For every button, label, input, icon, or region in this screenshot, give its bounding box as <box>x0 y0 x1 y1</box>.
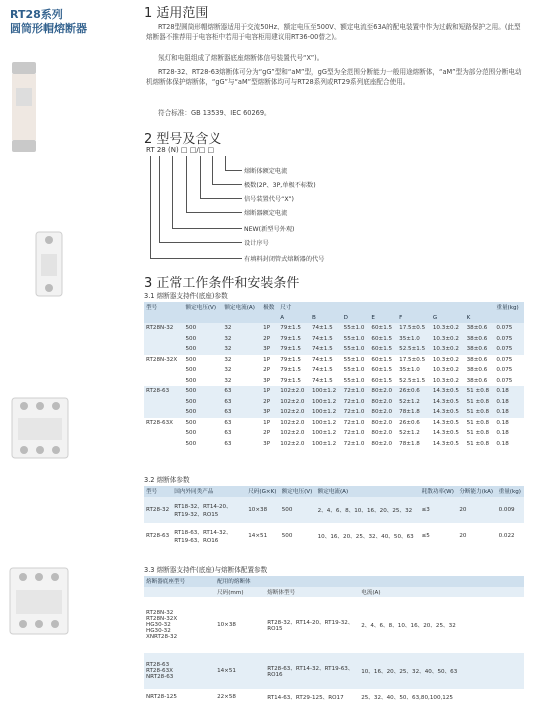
cell-dim: 14.3±0.5 <box>431 386 465 397</box>
cell-dim: 55±1.0 <box>342 334 370 345</box>
cell-kg: 0.009 <box>497 497 524 523</box>
cell-current: 63 <box>222 407 261 418</box>
cell-dim: 10.3±0.2 <box>432 356 459 363</box>
cell-dim: 60±1.5 <box>369 344 397 355</box>
table-row <box>144 439 524 450</box>
cell-weight: 0.075 <box>494 323 524 334</box>
t1-dim-k: K <box>465 313 495 324</box>
cell-dim: 51 ±0.8 <box>466 419 490 426</box>
cell-dim: 51 ±0.8 <box>465 397 495 408</box>
cell-dim: 10.3±0.2 <box>431 334 465 345</box>
cell-voltage: 500 <box>183 407 222 418</box>
cell-model <box>144 376 183 387</box>
t3-head-base: 熔断器底座型号 <box>144 576 215 587</box>
cell-similar: RT18-32、RT14-20、RT19-32、RO15 <box>172 497 246 523</box>
cell-current: 32 <box>222 344 261 355</box>
cell-dim: 100±1.2 <box>310 407 342 418</box>
cell-dim: 79±1.5 <box>280 377 301 384</box>
cell-dim: 80±2.0 <box>369 397 397 408</box>
cell-dim: 55±1.0 <box>342 323 370 334</box>
cell-weight: 0.18 <box>496 440 509 447</box>
cell-dim: 26±0.6 <box>399 419 420 426</box>
section-1-paragraph-2: 氖灯和电阻组成了熔断器底座熔断体信号装置代号“X”)。 <box>158 54 324 62</box>
section-2-heading: 2 型号及含义 <box>144 132 222 147</box>
t1-head-current: 额定电流(A) <box>222 302 261 313</box>
cell-dim: 10.3±0.2 <box>431 323 465 334</box>
cell-size: 22×58 <box>217 694 236 700</box>
cell-current: 63 <box>224 430 232 437</box>
cell-dim: 55±1.0 <box>342 344 370 355</box>
cell-dim: 60±1.5 <box>369 334 397 345</box>
cell-a: 2、4、6、8、10、16、20、25、32 <box>361 623 456 629</box>
fuse-cartridge-image <box>8 60 40 156</box>
table-row <box>144 365 524 376</box>
cell-dim: 79±1.5 <box>280 356 301 363</box>
t1-dim-e: E <box>369 313 397 324</box>
cell-voltage: 500 <box>185 377 197 384</box>
t2-head-model: 型号 <box>144 486 172 497</box>
t2-head-current: 额定电流(A) <box>316 486 420 497</box>
cell-similar: RT18-63、RT14-32、RT19-63、RO16 <box>174 529 232 544</box>
table-row <box>144 653 524 689</box>
code-label-signal: 信号装置代号“X”) <box>244 196 294 203</box>
cell-model <box>144 439 183 450</box>
cell-dim: 51 ±0.8 <box>465 407 495 418</box>
cell-dim: 52.5±1.5 <box>399 377 426 384</box>
cell-fuse: RT28-63、RT14-32、RT19-63、RO16 <box>265 653 359 689</box>
t3-head-size: 尺码(mm) <box>215 587 265 598</box>
cell-dim: 38±0.6 <box>466 356 488 363</box>
cell-dim: 38±0.6 <box>465 334 495 345</box>
table-row <box>144 334 524 345</box>
cell-dim: 102±2.0 <box>280 430 305 437</box>
code-label-base-current: 熔断器额定电流 <box>244 210 288 217</box>
cell-current: 63 <box>222 386 261 397</box>
cell-dim: 17.5±0.5 <box>399 356 426 363</box>
t3-head-model: 熔断体型号 <box>265 587 359 598</box>
cell-a: 25、32、40、50、63,80,100,125 <box>361 695 453 701</box>
code-label-rated-current: 熔断体额定电流 <box>244 168 288 175</box>
cell-model <box>144 407 183 418</box>
code-label-type: 有填料封闭管式熔断器的代号 <box>244 256 325 263</box>
cell-poles: 2P <box>261 334 278 345</box>
table-row <box>144 497 524 523</box>
cell-size: 14×51 <box>215 653 265 689</box>
cell-dim: 10.3±0.2 <box>432 377 459 384</box>
code-label-poles: 极数(2P、3P,单极不标数) <box>244 182 316 189</box>
cell-dim: 100±1.2 <box>311 430 337 437</box>
cell-dim: 14.3±0.5 <box>432 419 459 426</box>
cell-dim: 74±1.5 <box>310 344 342 355</box>
table-row <box>144 344 524 355</box>
cell-dim: 100±1.2 <box>311 419 337 426</box>
cell-dim: 72±1.0 <box>343 440 365 447</box>
cell-weight: 0.075 <box>494 334 524 345</box>
cell-poles: 3P <box>263 440 271 447</box>
table-2-caption: 3.2 熔断体参数 <box>144 476 190 484</box>
cell-dim: 52±1.2 <box>397 397 431 408</box>
cell-kg: 0.022 <box>498 532 515 539</box>
cell-dim: 79±1.5 <box>280 367 301 374</box>
t1-dim-g: G <box>431 313 465 324</box>
cell-poles: 1P <box>263 356 271 363</box>
cell-fuse: RT28-32、RT14-20、RT19-32、RO15 <box>267 620 354 632</box>
cell-model: RT28-63X <box>146 419 173 426</box>
cell-v: 500 <box>280 497 316 523</box>
cell-dim: 60±1.5 <box>371 367 393 374</box>
t1-dim-f: F <box>397 313 431 324</box>
section-1-heading: 1 适用范围 <box>144 6 209 21</box>
cell-dim: 38±0.6 <box>466 377 488 384</box>
cell-dim: 10.3±0.2 <box>431 344 465 355</box>
cell-weight: 0.18 <box>494 397 524 408</box>
table-row <box>144 428 524 439</box>
cell-dim: 51 ±0.8 <box>466 440 490 447</box>
t2-head-breaking: 分断能力(kA) <box>457 486 496 497</box>
base-model: RT28N-32 <box>146 610 174 616</box>
cell-model: RT28-63 <box>144 386 183 397</box>
cell-dim: 55±1.0 <box>343 367 365 374</box>
cell-w: ≤5 <box>421 532 430 539</box>
fuse-base-3p-image <box>10 396 70 460</box>
cell-current: 63 <box>224 419 232 426</box>
cell-w: ≤3 <box>420 497 458 523</box>
cell-model: RT28N-32 <box>144 323 183 334</box>
cell-voltage: 500 <box>183 323 222 334</box>
cell-dim: 80±2.0 <box>371 440 393 447</box>
cell-dim: 60±1.5 <box>371 356 393 363</box>
t2-head-weight: 重量(kg) <box>497 486 524 497</box>
t2-head-similar: 国内外同类产品 <box>172 486 246 497</box>
cell-a: 10、16、20、25、32、40、50、63 <box>359 653 524 689</box>
cell-dim: 14.3±0.5 <box>431 407 465 418</box>
cell-poles: 2P <box>263 430 271 437</box>
cell-dim: 17.5±0.5 <box>397 323 431 334</box>
cell-base-models <box>144 653 215 689</box>
cell-current: 32 <box>224 356 232 363</box>
cell-poles: 2P <box>263 367 271 374</box>
cell-dim: 72±1.0 <box>342 386 370 397</box>
cell-model: RT28N-32X <box>146 356 178 363</box>
cell-weight: 0.18 <box>496 419 509 426</box>
cell-dim: 74±1.5 <box>310 334 342 345</box>
cell-dim: 55±1.0 <box>343 377 365 384</box>
t2-head-size: 尺码(G×K) <box>246 486 280 497</box>
base-model: RT28N-32X <box>146 616 178 622</box>
cell-current: 32 <box>224 377 232 384</box>
cell-weight: 0.075 <box>496 367 513 374</box>
cell-weight: 0.075 <box>496 356 513 363</box>
cell-dim: 102±2.0 <box>278 407 310 418</box>
configuration-table <box>144 576 524 705</box>
cell-ka: 20 <box>459 532 467 539</box>
cell-dim: 52.5±1.5 <box>397 344 431 355</box>
t1-dim-b: B <box>310 313 342 324</box>
base-model: RT28-63X <box>146 668 173 674</box>
cell-model: RT28-63 <box>146 532 170 539</box>
cell-poles: 1P <box>261 386 278 397</box>
cell-poles: 1P <box>263 419 271 426</box>
cell-dim: 102±2.0 <box>280 440 305 447</box>
cell-dim: 51 ±0.8 <box>466 430 490 437</box>
cell-dim: 102±2.0 <box>280 419 305 426</box>
t2-head-voltage: 额定电压(V) <box>280 486 316 497</box>
cell-dim: 38±0.6 <box>465 344 495 355</box>
cell-current: 63 <box>224 440 232 447</box>
cell-dim: 14.3±0.5 <box>432 430 459 437</box>
t2-head-power: 耗散功率(W) <box>420 486 458 497</box>
cell-dim: 38±0.6 <box>465 323 495 334</box>
cell-dim: 78±1.8 <box>397 407 431 418</box>
cell-current: 32 <box>224 367 232 374</box>
cell-current: 63 <box>222 397 261 408</box>
cell-model <box>144 344 183 355</box>
t1-head-voltage: 额定电压(V) <box>183 302 222 313</box>
cell-voltage: 500 <box>183 397 222 408</box>
cell-dim: 26±0.6 <box>397 386 431 397</box>
cell-dim: 38±0.6 <box>466 367 488 374</box>
cell-voltage: 500 <box>183 386 222 397</box>
cell-poles: 2P <box>261 397 278 408</box>
cell-dim: 79±1.5 <box>278 334 310 345</box>
base-model: NRT28-125 <box>146 694 177 700</box>
base-model: NRT28-63 <box>146 674 174 680</box>
cell-dim: 14.3±0.5 <box>431 397 465 408</box>
cell-dim: 72±1.0 <box>343 419 365 426</box>
cell-voltage: 500 <box>183 344 222 355</box>
table-row <box>144 407 524 418</box>
cell-weight: 0.18 <box>496 430 509 437</box>
cell-dim: 79±1.5 <box>278 323 310 334</box>
cell-poles: 1P <box>261 323 278 334</box>
base-model: RT28-63 <box>146 662 170 668</box>
t1-head-weight: 重量(kg) <box>494 302 524 313</box>
t1-head-model: 型号 <box>144 302 183 313</box>
code-label-new: NEW(新型号外观) <box>244 226 295 233</box>
cell-dim: 72±1.0 <box>342 397 370 408</box>
cell-dim: 79±1.5 <box>278 344 310 355</box>
cell-dim: 55±1.0 <box>343 356 365 363</box>
cell-size: 14×51 <box>248 532 268 539</box>
cell-dim: 102±2.0 <box>278 397 310 408</box>
series-title: RT28系列 <box>10 8 63 21</box>
base-model: HG30-32 <box>146 628 171 634</box>
cell-dim: 35±1.0 <box>399 367 420 374</box>
table-row <box>144 397 524 408</box>
t3-head-current: 电流(A) <box>359 587 524 598</box>
table-row <box>144 689 524 705</box>
table-row <box>144 376 524 387</box>
cell-ka: 20 <box>457 497 496 523</box>
cell-current: 32 <box>222 334 261 345</box>
cell-poles: 3P <box>261 344 278 355</box>
cell-dim: 35±1.0 <box>397 334 431 345</box>
section-1-paragraph-3: RT28-32、RT28-63熔断体可分为“gG”型和“aM”型，gG型为全范围分断能力一般用途熔断体，“aM”型为部分范围分断电动机熔断体保护熔断体，“gG”与“aM”型熔断体均可与RT28系列或RT29系列底座配合使用。 <box>146 68 522 86</box>
fuse-link-params-table <box>144 486 524 549</box>
fuse-base-1p-image <box>32 228 66 300</box>
table-row <box>144 386 524 397</box>
t1-dim-d: D <box>342 313 370 324</box>
cell-dim: 74±1.5 <box>310 323 342 334</box>
cell-dim: 74±1.5 <box>311 367 333 374</box>
cell-size: 10×38 <box>217 622 236 628</box>
cell-base-models <box>144 597 215 653</box>
cell-poles: 3P <box>263 377 271 384</box>
cell-fuse: RT14-63、RT29-125、RO17 <box>267 695 344 701</box>
cell-dim: 102±2.0 <box>278 386 310 397</box>
table-row <box>144 597 524 653</box>
cell-weight: 0.18 <box>494 407 524 418</box>
cell-dim: 60±1.5 <box>371 377 393 384</box>
section-3-heading: 3 正常工作条件和安装条件 <box>144 276 300 291</box>
cell-dim: 100±1.2 <box>310 386 342 397</box>
table-row <box>144 523 524 549</box>
cell-poles: 3P <box>261 407 278 418</box>
cell-dim: 51 ±0.8 <box>465 386 495 397</box>
cell-voltage: 500 <box>185 356 197 363</box>
cell-voltage: 500 <box>185 419 197 426</box>
table-row <box>144 355 524 366</box>
table-row <box>144 418 524 429</box>
cell-dim: 74±1.5 <box>311 356 333 363</box>
base-model: XNRT28-32 <box>146 634 178 640</box>
cell-dim: 72±1.0 <box>342 407 370 418</box>
t1-head-dims: 尺寸 <box>278 302 494 313</box>
cell-a: 10、16、20、25、32、40、50、63 <box>317 533 414 540</box>
cell-dim: 80±2.0 <box>369 407 397 418</box>
cell-v: 500 <box>281 532 293 539</box>
cell-a: 2、4、6、8、10、16、20、25、32 <box>316 497 420 523</box>
cell-model <box>144 334 183 345</box>
cell-weight: 0.18 <box>494 386 524 397</box>
cell-model: RT28-32 <box>144 497 172 523</box>
cell-size: 10×38 <box>246 497 280 523</box>
fuse-base-3p-image-2 <box>8 566 70 636</box>
cell-dim: 74±1.5 <box>311 377 333 384</box>
cell-weight: 0.075 <box>496 377 513 384</box>
base-params-table <box>144 302 524 449</box>
cell-dim: 60±1.5 <box>369 323 397 334</box>
cell-dim: 100±1.2 <box>310 397 342 408</box>
cell-base-models <box>144 689 215 705</box>
cell-model <box>144 428 183 439</box>
cell-model <box>144 365 183 376</box>
section-1-paragraph-1: RT28型圆筒形帽熔断器适用于交流50Hz、额定电压至500V、额定电流至63A的配电装置中作为过载和短路保护之用。(此型熔断器不推荐用于电容柜中若用于电容柜用建议用RT36-00替之)。 <box>146 23 521 41</box>
table-3-caption: 3.3 熔断器支持件(底座)与熔断体配置参数 <box>144 566 268 574</box>
t3-head-fuse: 配用的熔断体 <box>215 576 524 587</box>
cell-dim: 80±2.0 <box>371 430 393 437</box>
table-1-caption: 3.1 熔断器支持件(底座)参数 <box>144 292 228 300</box>
cell-voltage: 500 <box>183 334 222 345</box>
cell-model <box>144 397 183 408</box>
cell-dim: 52±1.2 <box>399 430 420 437</box>
cell-current: 32 <box>222 323 261 334</box>
cell-voltage: 500 <box>185 430 197 437</box>
product-name: 圆筒形帽熔断器 <box>10 22 87 35</box>
table-row <box>144 323 524 334</box>
cell-voltage: 500 <box>185 367 197 374</box>
cell-weight: 0.075 <box>494 344 524 355</box>
code-label-design: 设计序号 <box>244 240 269 247</box>
t1-head-poles: 极数 <box>261 302 278 313</box>
base-model: HG30-32 <box>146 622 171 628</box>
cell-dim: 10.3±0.2 <box>432 367 459 374</box>
cell-dim: 72±1.0 <box>343 430 365 437</box>
model-code: RT 28 (N) □ □/□ □ <box>146 146 215 154</box>
cell-voltage: 500 <box>185 440 197 447</box>
cell-dim: 80±2.0 <box>371 419 393 426</box>
cell-dim: 80±2.0 <box>369 386 397 397</box>
cell-dim: 100±1.2 <box>311 440 337 447</box>
t1-dim-a: A <box>278 313 310 324</box>
cell-dim: 14.3±0.5 <box>432 440 459 447</box>
cell-dim: 78±1.8 <box>399 440 420 447</box>
section-1-paragraph-4: 符合标准：GB 13539、IEC 60269。 <box>158 109 271 117</box>
